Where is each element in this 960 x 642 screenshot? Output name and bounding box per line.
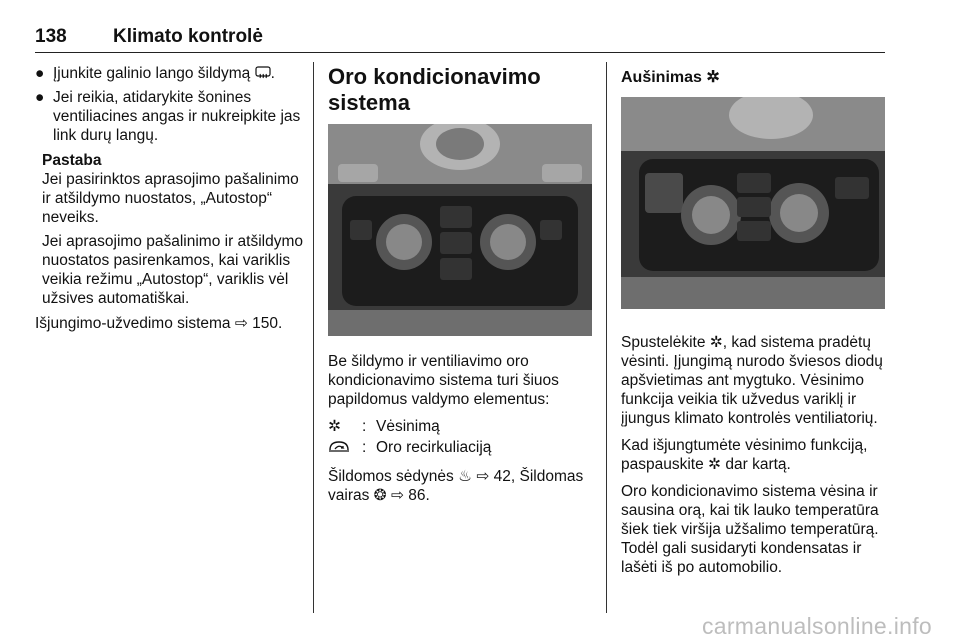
- bullet-icon: ●: [35, 65, 45, 82]
- heated-wheel-icon: ❂: [373, 487, 387, 504]
- note-heading: Pastaba: [42, 152, 102, 169]
- climate-panel-photo: [328, 124, 592, 336]
- page-number: 138: [35, 26, 67, 47]
- watermark: carmanualsonline.info: [701, 613, 932, 639]
- body-paragraph: Spustelėkite ✲, kad sistema pradėtų vėsinti. Įjungimą nurodo šviesos diodų apšvietimas ant mygtuko. Vėsinimo funkcija veikia tik užvedus variklį ir įjungus klimato kontrolės ventiliatorių.: [621, 334, 883, 427]
- snowflake-icon: ✲: [706, 69, 720, 86]
- column-middle: [328, 64, 594, 513]
- list-item: ● Įjunkite galinio lango šildymą .: [35, 65, 275, 82]
- page-ref-link[interactable]: 150.: [252, 315, 283, 332]
- legend-label: Oro recirkuliaciją: [376, 439, 492, 456]
- snowflake-icon: ✲: [328, 418, 341, 435]
- cross-reference: Išjungimo-užvedimo sistema ⇨ 150.: [35, 315, 283, 332]
- column-divider: [606, 62, 607, 613]
- note-paragraph: Jei pasirinktos aprasojimo pašalinimo ir atšildymo nuostatos, „Autostop“ neveiks.: [42, 171, 299, 226]
- page-ref-arrow-icon: ⇨: [476, 468, 490, 485]
- note-paragraph: Jei aprasojimo pašalinimo ir atšildymo nuostatos pasirenkamos, kai variklis veikia režimu „Autostop“, variklis vėl užsives automatiškai.: [42, 233, 304, 307]
- page-header: [35, 27, 885, 53]
- rear-window-heater-icon: [255, 66, 271, 80]
- legend-row: ✲ : Vėsinimą: [328, 418, 440, 435]
- legend-row: : Oro recirkuliaciją: [328, 438, 594, 457]
- list-item: ● Jei reikia, atidarykite šonines ventiliacines angas ir nukreipkite jas link durų langų.: [35, 89, 301, 144]
- section-title: Oro kondicionavimo sistema: [328, 64, 541, 115]
- body-paragraph: Kad išjungtumėte vėsinimo funkciją, paspauskite ✲ dar kartą.: [621, 437, 868, 473]
- legend-label: Vėsinimą: [376, 418, 440, 435]
- recirculation-icon: [328, 438, 362, 457]
- column-divider: [313, 62, 314, 613]
- snowflake-icon: ✲: [708, 456, 722, 473]
- page-title: Klimato kontrolė: [113, 26, 263, 47]
- page-ref-arrow-icon: ⇨: [390, 487, 404, 504]
- snowflake-icon: ✲: [709, 334, 723, 351]
- column-right: [621, 64, 887, 585]
- cooling-panel-photo: [621, 97, 885, 309]
- page-ref-link[interactable]: 42, Šildomas: [493, 468, 584, 485]
- section-title: Aušinimas ✲: [621, 69, 720, 86]
- body-paragraph: Oro kondicionavimo sistema vėsina ir sausina orą, kai tik lauko temperatūra šiek tiek viršija užšalimo temperatūrą. Todėl gali susidaryti kondensatas ir lašėti iš po automobilio.: [621, 483, 879, 576]
- page-ref-arrow-icon: ⇨: [234, 315, 248, 332]
- cross-reference: Šildomos sėdynės ♨ ⇨ 42, Šildomas vairas ❂ ⇨ 86.: [328, 468, 584, 504]
- heated-seat-icon: ♨: [458, 468, 473, 485]
- bullet-icon: ●: [35, 89, 45, 106]
- column-left: [35, 64, 305, 341]
- note-box: [35, 151, 305, 308]
- intro-paragraph: Be šildymo ir ventiliavimo oro kondicionavimo sistema turi šiuos papildomus valdymo elementus:: [328, 353, 559, 408]
- page-ref-link[interactable]: 86.: [408, 487, 430, 504]
